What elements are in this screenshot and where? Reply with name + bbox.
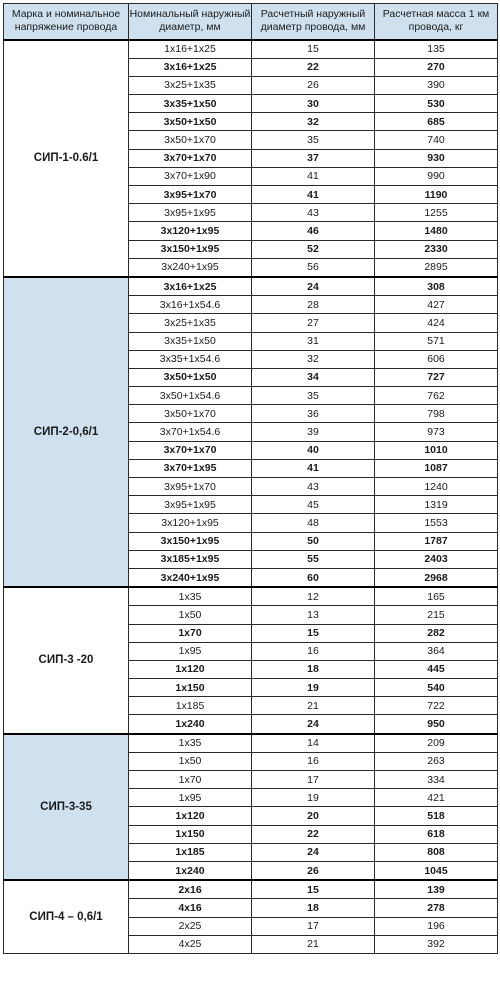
cell-cross-section: 3x70+1x95 [129,459,252,477]
cell-cross-section: 1x70 [129,624,252,642]
group-label: СИП-3 -20 [4,587,129,734]
cell-cross-section: 3x95+1x95 [129,204,252,222]
cell-diameter: 13 [252,606,375,624]
cell-mass: 2968 [375,568,498,587]
cell-diameter: 19 [252,789,375,807]
cell-mass: 1087 [375,459,498,477]
cell-cross-section: 3x70+1x90 [129,167,252,185]
cell-mass: 1255 [375,204,498,222]
cell-cross-section: 1x185 [129,843,252,861]
cell-diameter: 39 [252,423,375,441]
cell-cross-section: 1x16+1x25 [129,40,252,59]
cell-diameter: 56 [252,258,375,277]
cell-cross-section: 3x95+1x70 [129,186,252,204]
table-row [4,277,498,296]
cell-diameter: 22 [252,58,375,76]
cell-mass: 427 [375,296,498,314]
cell-mass: 278 [375,899,498,917]
cell-cross-section: 3x120+1x95 [129,514,252,532]
cell-cross-section: 1x95 [129,642,252,660]
cell-cross-section: 1x240 [129,861,252,880]
cell-cross-section: 3x16+1x54.6 [129,296,252,314]
cell-mass: 1480 [375,222,498,240]
cell-diameter: 26 [252,861,375,880]
cell-diameter: 35 [252,387,375,405]
cell-diameter: 12 [252,587,375,606]
cell-mass: 1010 [375,441,498,459]
cell-diameter: 52 [252,240,375,258]
cell-mass: 392 [375,935,498,953]
cell-cross-section: 1x95 [129,789,252,807]
cell-cross-section: 4x16 [129,899,252,917]
cell-cross-section: 3x70+1x70 [129,441,252,459]
cell-mass: 1240 [375,478,498,496]
cell-mass: 740 [375,131,498,149]
cell-diameter: 35 [252,131,375,149]
cell-cross-section: 3x120+1x95 [129,222,252,240]
cell-cross-section: 1x120 [129,660,252,678]
cell-diameter: 15 [252,624,375,642]
cell-mass: 165 [375,587,498,606]
group-label: СИП-4 – 0,6/1 [4,880,129,953]
cell-mass: 263 [375,752,498,770]
cell-cross-section: 3x50+1x50 [129,368,252,386]
cell-diameter: 26 [252,76,375,94]
cell-mass: 950 [375,715,498,734]
cell-diameter: 27 [252,314,375,332]
cell-cross-section: 3x95+1x70 [129,478,252,496]
cell-mass: 618 [375,825,498,843]
cell-diameter: 41 [252,186,375,204]
cell-cross-section: 1x35 [129,587,252,606]
cell-mass: 308 [375,277,498,296]
header-outer-diameter: Расчетный наружный диаметр провода, мм [252,4,375,40]
table-row [4,40,498,59]
header-mass: Расчетная масса 1 км провода, кг [375,4,498,40]
cell-mass: 798 [375,405,498,423]
cell-cross-section: 2x25 [129,917,252,935]
cell-diameter: 16 [252,752,375,770]
cable-spec-table [3,3,498,954]
cell-diameter: 20 [252,807,375,825]
cell-cross-section: 2x16 [129,880,252,899]
cell-mass: 139 [375,880,498,899]
cell-diameter: 32 [252,350,375,368]
cell-diameter: 24 [252,277,375,296]
table-row [4,880,498,899]
cell-mass: 421 [375,789,498,807]
cell-mass: 215 [375,606,498,624]
cell-diameter: 15 [252,880,375,899]
cell-mass: 445 [375,660,498,678]
cell-diameter: 17 [252,917,375,935]
cell-cross-section: 1x185 [129,697,252,715]
header-nominal-diameter: Номинальный наружный диаметр, мм [129,4,252,40]
cell-cross-section: 1x35 [129,734,252,753]
cell-mass: 685 [375,113,498,131]
group-label: СИП-2-0,6/1 [4,277,129,587]
cell-cross-section: 1x70 [129,771,252,789]
cell-diameter: 48 [252,514,375,532]
cell-cross-section: 3x25+1x35 [129,314,252,332]
cell-diameter: 36 [252,405,375,423]
cell-diameter: 21 [252,935,375,953]
cell-diameter: 31 [252,332,375,350]
group-label: СИП-3-35 [4,734,129,881]
header-brand: Марка и номинальное напряжение провода [4,4,129,40]
cell-diameter: 15 [252,40,375,59]
cell-cross-section: 1x120 [129,807,252,825]
cell-mass: 1553 [375,514,498,532]
cell-cross-section: 3x35+1x50 [129,95,252,113]
cell-cross-section: 1x240 [129,715,252,734]
cell-cross-section: 3x150+1x95 [129,240,252,258]
cell-diameter: 32 [252,113,375,131]
cell-mass: 390 [375,76,498,94]
cell-diameter: 34 [252,368,375,386]
cell-cross-section: 3x35+1x50 [129,332,252,350]
cell-cross-section: 1x50 [129,606,252,624]
cell-diameter: 16 [252,642,375,660]
cell-diameter: 22 [252,825,375,843]
cell-diameter: 45 [252,496,375,514]
cell-cross-section: 1x50 [129,752,252,770]
cell-cross-section: 3x50+1x50 [129,113,252,131]
cell-mass: 727 [375,368,498,386]
cell-mass: 196 [375,917,498,935]
cell-cross-section: 3x16+1x25 [129,58,252,76]
cell-diameter: 55 [252,550,375,568]
cell-mass: 530 [375,95,498,113]
cell-cross-section: 3x70+1x70 [129,149,252,167]
cell-diameter: 37 [252,149,375,167]
cell-mass: 2895 [375,258,498,277]
cell-cross-section: 4x25 [129,935,252,953]
cell-mass: 1190 [375,186,498,204]
cell-diameter: 24 [252,843,375,861]
cell-mass: 1319 [375,496,498,514]
cell-diameter: 30 [252,95,375,113]
cell-diameter: 24 [252,715,375,734]
group-label: СИП-1-0.6/1 [4,40,129,277]
cell-diameter: 14 [252,734,375,753]
cell-diameter: 40 [252,441,375,459]
cell-mass: 930 [375,149,498,167]
cell-diameter: 46 [252,222,375,240]
cell-cross-section: 3x185+1x95 [129,550,252,568]
cell-cross-section: 1x150 [129,679,252,697]
cell-mass: 990 [375,167,498,185]
cell-diameter: 21 [252,697,375,715]
cell-cross-section: 3x240+1x95 [129,568,252,587]
cell-mass: 209 [375,734,498,753]
cell-diameter: 60 [252,568,375,587]
cell-mass: 2403 [375,550,498,568]
cell-mass: 606 [375,350,498,368]
cell-diameter: 50 [252,532,375,550]
cell-cross-section: 3x25+1x35 [129,76,252,94]
cell-mass: 282 [375,624,498,642]
cell-cross-section: 1x150 [129,825,252,843]
cell-cross-section: 3x50+1x54.6 [129,387,252,405]
cell-cross-section: 3x50+1x70 [129,405,252,423]
cell-diameter: 41 [252,459,375,477]
table-row [4,734,498,753]
cell-mass: 722 [375,697,498,715]
table-row [4,587,498,606]
cell-mass: 334 [375,771,498,789]
cell-mass: 518 [375,807,498,825]
cell-diameter: 17 [252,771,375,789]
cell-mass: 571 [375,332,498,350]
cell-mass: 1045 [375,861,498,880]
cell-mass: 973 [375,423,498,441]
cell-mass: 424 [375,314,498,332]
cell-diameter: 43 [252,204,375,222]
cell-diameter: 43 [252,478,375,496]
cell-cross-section: 3x35+1x54.6 [129,350,252,368]
cell-cross-section: 3x70+1x54.6 [129,423,252,441]
cell-cross-section: 3x50+1x70 [129,131,252,149]
cell-cross-section: 3x95+1x95 [129,496,252,514]
cell-mass: 808 [375,843,498,861]
cell-mass: 1787 [375,532,498,550]
cell-cross-section: 3x240+1x95 [129,258,252,277]
cell-diameter: 18 [252,899,375,917]
cell-mass: 540 [375,679,498,697]
cell-mass: 762 [375,387,498,405]
cell-cross-section: 3x150+1x95 [129,532,252,550]
cell-diameter: 41 [252,167,375,185]
cell-mass: 270 [375,58,498,76]
cell-diameter: 28 [252,296,375,314]
cell-mass: 364 [375,642,498,660]
cell-mass: 135 [375,40,498,59]
cell-cross-section: 3x16+1x25 [129,277,252,296]
cell-diameter: 18 [252,660,375,678]
cell-mass: 2330 [375,240,498,258]
cell-diameter: 19 [252,679,375,697]
header-row [4,4,498,40]
